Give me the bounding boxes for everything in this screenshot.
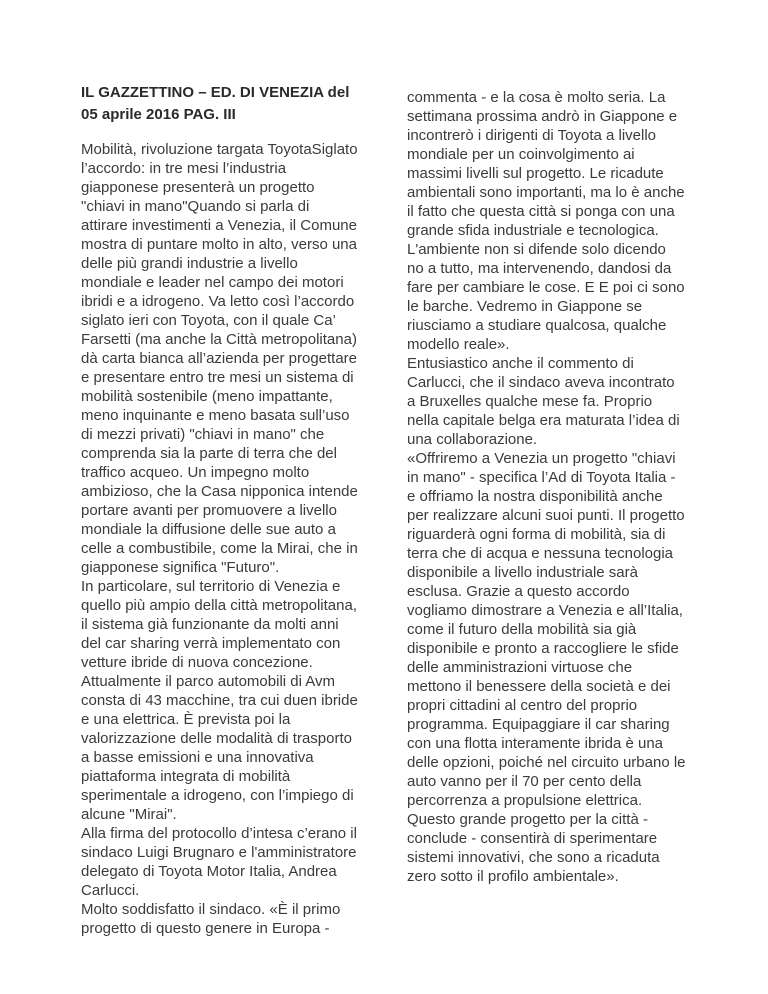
text-line: Carlucci, che il sindaco aveva incontrato	[407, 374, 675, 391]
text-line: portare avanti per promuovere a livello	[81, 502, 337, 519]
text-line: "chiavi in mano"Quando si parla di	[81, 198, 310, 215]
text-line: e offriamo la nostra disponibilità anche	[407, 488, 663, 505]
text-line: ambizioso, che la Casa nipponica intende	[81, 483, 358, 500]
text-line: meno inquinante e meno basata sull’uso	[81, 407, 350, 424]
article-header	[81, 82, 401, 126]
text-line: propri cittadini al centro del proprio	[407, 697, 638, 714]
text-line: ibridi e a idrogeno. Va letto così l’accordo	[81, 293, 355, 310]
text-line: delle amministrazioni virtuose che	[407, 659, 633, 676]
text-line: Alla firma del protocollo d’intesa c’erano il	[81, 825, 357, 842]
text-line: sindaco Luigi Brugnaro e l'amministratore	[81, 844, 357, 861]
text-line: riusciamo a studiare qualcosa, qualche	[407, 317, 667, 334]
text-line: auto vanno per il 70 per cento della	[407, 773, 642, 790]
text-line: consta di 43 macchine, tra cui duen ibride	[81, 692, 358, 709]
text-line: nella capitale belga era maturata l’idea di	[407, 412, 680, 429]
article-right-column	[407, 88, 727, 886]
text-line: mostra di puntare molto in alto, verso una	[81, 236, 357, 253]
text-line: esclusa. Grazie a questo accordo	[407, 583, 630, 600]
text-line: di mezzi privati) "chiavi in mano" che	[81, 426, 325, 443]
text-line: sperimentale a idrogeno, con l’impiego di	[81, 787, 354, 804]
text-line: percorrenza a propulsione elettrica.	[407, 792, 643, 809]
text-line: quello più ampio della città metropolitana,	[81, 597, 357, 614]
text-line: modello reale».	[407, 336, 510, 353]
text-line: come il futuro della mobilità sia già	[407, 621, 637, 638]
text-line: Entusiastico anche il commento di	[407, 355, 634, 372]
text-line: grande sfida industriale e tecnologica.	[407, 222, 659, 239]
text-line: disponibile a livello industriale sarà	[407, 564, 638, 581]
text-line: l’accordo: in tre mesi l’industria	[81, 160, 287, 177]
text-line: una collaborazione.	[407, 431, 538, 448]
header-line: IL GAZZETTINO – ED. DI VENEZIA del	[81, 84, 350, 101]
text-line: attirare investimenti a Venezia, il Comune	[81, 217, 357, 234]
text-line: con una flotta interamente ibrida è una	[407, 735, 664, 752]
text-line: delle più grandi industrie a livello	[81, 255, 298, 272]
text-line: e una elettrica. È prevista poi la	[81, 711, 291, 728]
text-line: comprenda sia la parte di terra che del	[81, 445, 337, 462]
text-line: Carlucci.	[81, 882, 140, 899]
text-line: disponibile e pronto a raccogliere le sfide	[407, 640, 679, 657]
text-line: il sistema già funzionante da molti anni	[81, 616, 339, 633]
text-line: giapponese presenterà un progetto	[81, 179, 315, 196]
text-line: delegato di Toyota Motor Italia, Andrea	[81, 863, 337, 880]
text-line: riguarderà ogni forma di mobilità, sia di	[407, 526, 666, 543]
text-line: alcune "Mirai".	[81, 806, 177, 823]
text-line: fare per cambiare le cose. E E poi ci sono	[407, 279, 685, 296]
text-line: programma. Equipaggiare il car sharing	[407, 716, 670, 733]
text-line: zero sotto il profilo ambientale».	[407, 868, 619, 885]
text-line: dà carta bianca all’azienda per progettare	[81, 350, 358, 367]
text-line: a basse emissioni e una innovativa	[81, 749, 314, 766]
text-line: mondiale la diffusione delle sue auto a	[81, 521, 336, 538]
text-line: In particolare, sul territorio di Venezia e	[81, 578, 341, 595]
text-line: mondiale per un coinvolgimento ai	[407, 146, 635, 163]
header-line: 05 aprile 2016 PAG. III	[81, 106, 236, 123]
text-line: vetture ibride di nuova concezione.	[81, 654, 313, 671]
text-line: commenta - e la cosa è molto seria. La	[407, 89, 666, 106]
text-line: il fatto che questa città si ponga con una	[407, 203, 675, 220]
text-line: del car sharing verrà implementato con	[81, 635, 341, 652]
article-left-column	[81, 82, 401, 938]
text-line: valorizzazione delle modalità di trasporto	[81, 730, 352, 747]
text-line: «Offriremo a Venezia un progetto "chiavi	[407, 450, 676, 467]
text-line: Farsetti (ma anche la Città metropolitana)	[81, 331, 357, 348]
article-body-left	[81, 140, 401, 938]
text-line: mobilità sostenibile (meno impattante,	[81, 388, 333, 405]
text-line: le barche. Vedremo in Giappone se	[407, 298, 643, 315]
text-line: per realizzare alcuni suoi punti. Il progetto	[407, 507, 685, 524]
text-line: e presentare entro tre mesi un sistema di	[81, 369, 354, 386]
text-line: conclude - consentirà di sperimentare	[407, 830, 658, 847]
text-line: mettono il benessere della società e dei	[407, 678, 671, 695]
text-line: giapponese significa "Futuro".	[81, 559, 280, 576]
text-line: delle opzioni, poiché nel circuito urbano le	[407, 754, 686, 771]
text-line: celle a combustibile, come la Mirai, che in	[81, 540, 358, 557]
text-line: ambientali sono importanti, ma lo è anche	[407, 184, 685, 201]
text-line: mondiale e leader nel campo dei motori	[81, 274, 344, 291]
text-line: terra che di acqua e nessuna tecnologia	[407, 545, 674, 562]
text-line: traffico acqueo. Un impegno molto	[81, 464, 310, 481]
text-line: L'ambiente non si difende solo dicendo	[407, 241, 666, 258]
text-line: piattaforma integrata di mobilità	[81, 768, 291, 785]
text-line: a Bruxelles qualche mese fa. Proprio	[407, 393, 653, 410]
text-line: in mano" - specifica l’Ad di Toyota Italia -	[407, 469, 676, 486]
text-line: incontrerò i dirigenti di Toyota a livello	[407, 127, 657, 144]
text-line: sistemi innovativi, che sono a ricaduta	[407, 849, 660, 866]
text-line: Molto soddisfatto il sindaco. «È il primo	[81, 901, 341, 918]
text-line: progetto di questo genere in Europa -	[81, 920, 330, 937]
text-line: siglato ieri con Toyota, con il quale Ca’	[81, 312, 336, 329]
text-line: Attualmente il parco automobili di Avm	[81, 673, 336, 690]
text-line: Mobilità, rivoluzione targata ToyotaSiglato	[81, 141, 358, 158]
text-line: massimi livelli sul progetto. Le ricadute	[407, 165, 664, 182]
text-line: no a tutto, ma intervenendo, dandosi da	[407, 260, 672, 277]
text-line: Questo grande progetto per la città -	[407, 811, 648, 828]
text-line: settimana prossima andrò in Giappone e	[407, 108, 678, 125]
article-body-right	[407, 88, 727, 886]
text-line: vogliamo dimostrare a Venezia e all’Italia,	[407, 602, 683, 619]
